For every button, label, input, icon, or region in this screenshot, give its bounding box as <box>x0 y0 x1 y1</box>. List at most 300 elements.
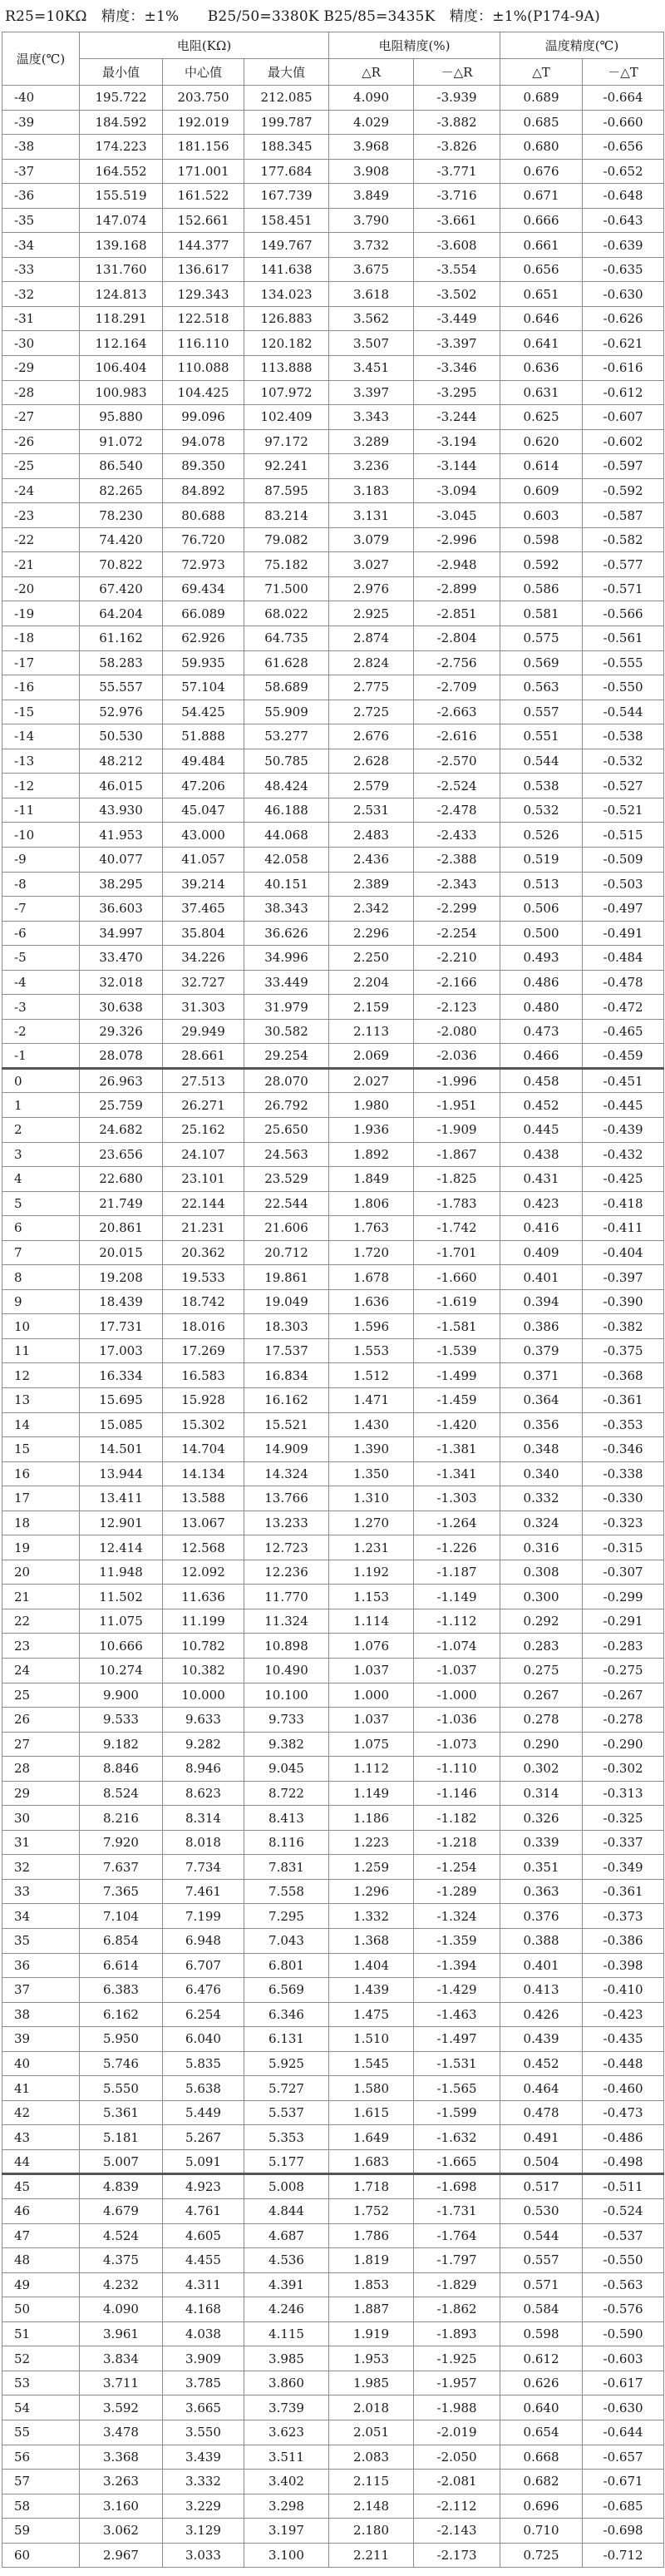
delta-t-neg-cell: -0.592 <box>583 478 664 503</box>
min-cell: 4.839 <box>80 2174 163 2199</box>
temp-cell: 6 <box>2 1216 80 1241</box>
center-cell: 9.633 <box>163 1708 244 1733</box>
min-cell: 43.930 <box>80 798 163 823</box>
delta-r-pos-cell: 3.236 <box>329 454 414 479</box>
table-row <box>2 2027 664 2052</box>
min-cell: 32.018 <box>80 970 163 995</box>
table-row <box>2 1289 664 1314</box>
temp-cell: 43 <box>2 2125 80 2150</box>
min-cell: 6.854 <box>80 1929 163 1954</box>
temp-cell: -15 <box>2 700 80 724</box>
max-cell: 12.723 <box>244 1535 329 1560</box>
delta-r-pos-cell: 2.531 <box>329 798 414 823</box>
center-cell: 25.162 <box>163 1117 244 1142</box>
table-row <box>2 1978 664 2003</box>
max-cell: 167.739 <box>244 184 329 209</box>
center-cell: 5.267 <box>163 2125 244 2150</box>
min-cell: 4.375 <box>80 2248 163 2273</box>
delta-t-pos-cell: 0.517 <box>500 2174 583 2199</box>
delta-r-pos-cell: 3.675 <box>329 257 414 282</box>
delta-t-neg-cell: -0.656 <box>583 135 664 160</box>
delta-t-pos-cell: 0.563 <box>500 675 583 700</box>
table-row <box>2 2519 664 2544</box>
max-cell: 4.115 <box>244 2321 329 2346</box>
delta-r-pos-cell: 2.113 <box>329 1019 414 1044</box>
delta-r-neg-cell: -1.459 <box>414 1387 500 1412</box>
delta-r-neg-cell: -2.050 <box>414 2445 500 2470</box>
table-row <box>2 1708 664 1733</box>
min-cell: 70.822 <box>80 552 163 577</box>
delta-t-pos-cell: 0.682 <box>500 2470 583 2494</box>
delta-t-neg-cell: -0.418 <box>583 1191 664 1216</box>
delta-r-pos-cell: 2.725 <box>329 700 414 724</box>
delta-t-neg-cell: -0.630 <box>583 2396 664 2420</box>
delta-t-neg-cell: -0.382 <box>583 1314 664 1339</box>
temp-cell: -30 <box>2 331 80 356</box>
delta-t-pos-cell: 0.445 <box>500 1117 583 1142</box>
delta-r-pos-cell: 1.404 <box>329 1953 414 1978</box>
delta-t-neg-cell: -0.465 <box>583 1019 664 1044</box>
max-cell: 21.606 <box>244 1216 329 1241</box>
min-cell: 8.216 <box>80 1806 163 1831</box>
delta-t-neg-cell: -0.404 <box>583 1240 664 1265</box>
delta-t-pos-cell: 0.620 <box>500 429 583 454</box>
table-row <box>2 1142 664 1167</box>
max-cell: 16.834 <box>244 1363 329 1388</box>
delta-r-neg-cell: -1.951 <box>414 1093 500 1118</box>
temp-cell: 16 <box>2 1461 80 1486</box>
delta-t-pos-cell: 0.612 <box>500 2346 583 2371</box>
center-cell: 24.107 <box>163 1142 244 1167</box>
delta-t-pos-cell: 0.710 <box>500 2519 583 2544</box>
delta-r-pos-cell: 1.615 <box>329 2100 414 2125</box>
delta-r-pos-cell: 1.259 <box>329 1855 414 1880</box>
temp-cell: -17 <box>2 650 80 675</box>
center-cell: 3.785 <box>163 2371 244 2396</box>
min-cell: 12.901 <box>80 1510 163 1535</box>
table-row <box>2 1437 664 1462</box>
table-row <box>2 1781 664 1806</box>
table-row <box>2 2125 664 2150</box>
max-cell: 6.801 <box>244 1953 329 1978</box>
table-row <box>2 429 664 454</box>
max-cell: 7.043 <box>244 1929 329 1954</box>
max-cell: 11.324 <box>244 1609 329 1634</box>
max-cell: 3.100 <box>244 2543 329 2568</box>
min-cell: 5.746 <box>80 2051 163 2076</box>
table-header <box>2 32 664 86</box>
delta-t-neg-cell: -0.626 <box>583 306 664 331</box>
delta-t-pos-cell: 0.598 <box>500 527 583 552</box>
table-row <box>2 527 664 552</box>
table-row <box>2 970 664 995</box>
min-cell: 174.223 <box>80 135 163 160</box>
max-cell: 28.070 <box>244 1068 329 1093</box>
center-cell: 16.583 <box>163 1363 244 1388</box>
center-cell: 27.513 <box>163 1068 244 1093</box>
delta-r-pos-cell: 1.368 <box>329 1929 414 1954</box>
min-cell: 13.944 <box>80 1461 163 1486</box>
delta-t-pos-cell: 0.571 <box>500 2272 583 2297</box>
delta-t-neg-cell: -0.325 <box>583 1806 664 1831</box>
delta-t-neg-cell: -0.423 <box>583 2002 664 2027</box>
center-cell: 6.707 <box>163 1953 244 1978</box>
max-cell: 68.022 <box>244 601 329 626</box>
min-cell: 118.291 <box>80 306 163 331</box>
max-cell: 55.909 <box>244 700 329 724</box>
temp-cell: -26 <box>2 429 80 454</box>
max-cell: 5.353 <box>244 2125 329 2150</box>
center-cell: 94.078 <box>163 429 244 454</box>
delta-t-pos-cell: 0.376 <box>500 1904 583 1929</box>
table-row <box>2 1338 664 1363</box>
temp-cell: -14 <box>2 724 80 749</box>
min-cell: 184.592 <box>80 110 163 135</box>
max-cell: 3.197 <box>244 2519 329 2544</box>
max-cell: 10.898 <box>244 1634 329 1659</box>
delta-t-neg-cell: -0.597 <box>583 454 664 479</box>
min-cell: 11.075 <box>80 1609 163 1634</box>
min-cell: 112.164 <box>80 331 163 356</box>
max-cell: 10.100 <box>244 1683 329 1708</box>
delta-t-pos-cell: 0.689 <box>500 86 583 111</box>
delta-t-neg-cell: -0.582 <box>583 527 664 552</box>
delta-t-neg-cell: -0.532 <box>583 749 664 774</box>
max-cell: 141.638 <box>244 257 329 282</box>
delta-r-neg-cell: -1.996 <box>414 1068 500 1093</box>
center-cell: 15.302 <box>163 1412 244 1437</box>
temp-cell: -22 <box>2 527 80 552</box>
min-cell: 25.759 <box>80 1093 163 1118</box>
delta-t-neg-cell: -0.472 <box>583 995 664 1020</box>
delta-r-neg-cell: -1.187 <box>414 1560 500 1585</box>
max-cell: 5.727 <box>244 2076 329 2101</box>
delta-t-neg-cell: -0.643 <box>583 208 664 233</box>
delta-r-pos-cell: 1.649 <box>329 2125 414 2150</box>
delta-t-pos-cell: 0.423 <box>500 1191 583 1216</box>
center-cell: 12.568 <box>163 1535 244 1560</box>
max-cell: 3.860 <box>244 2371 329 2396</box>
delta-r-pos-cell: 2.051 <box>329 2420 414 2445</box>
center-cell: 4.923 <box>163 2174 244 2199</box>
delta-t-neg-cell: -0.353 <box>583 1412 664 1437</box>
table-row <box>2 1855 664 1880</box>
center-cell: 6.040 <box>163 2027 244 2052</box>
delta-r-neg-cell: -1.359 <box>414 1929 500 1954</box>
delta-t-pos-cell: 0.464 <box>500 2076 583 2101</box>
max-cell: 158.451 <box>244 208 329 233</box>
max-cell: 120.182 <box>244 331 329 356</box>
delta-r-neg-cell: -3.346 <box>414 356 500 381</box>
temp-cell: 57 <box>2 2470 80 2494</box>
delta-t-neg-cell: -0.368 <box>583 1363 664 1388</box>
delta-t-pos-cell: 0.680 <box>500 135 583 160</box>
table-row <box>2 2297 664 2322</box>
table-row <box>2 478 664 503</box>
temp-cell: -40 <box>2 86 80 111</box>
temp-cell: -8 <box>2 872 80 897</box>
delta-r-pos-cell: 1.683 <box>329 2149 414 2174</box>
min-cell: 91.072 <box>80 429 163 454</box>
temp-cell: -25 <box>2 454 80 479</box>
center-cell: 17.269 <box>163 1338 244 1363</box>
max-cell: 24.563 <box>244 1142 329 1167</box>
delta-t-neg-cell: -0.435 <box>583 2027 664 2052</box>
delta-t-pos-cell: 0.339 <box>500 1830 583 1855</box>
temp-cell: 59 <box>2 2519 80 2544</box>
table-row <box>2 1216 664 1241</box>
temp-cell: 15 <box>2 1437 80 1462</box>
delta-r-pos-cell: 1.153 <box>329 1585 414 1609</box>
center-cell: 26.271 <box>163 1093 244 1118</box>
table-row <box>2 233 664 258</box>
center-cell: 11.199 <box>163 1609 244 1634</box>
min-cell: 3.961 <box>80 2321 163 2346</box>
min-cell: 20.861 <box>80 1216 163 1241</box>
delta-t-pos-cell: 0.551 <box>500 724 583 749</box>
temp-cell: 49 <box>2 2272 80 2297</box>
delta-r-neg-cell: -1.381 <box>414 1437 500 1462</box>
delta-r-pos-cell: 2.083 <box>329 2445 414 2470</box>
delta-r-neg-cell: -3.397 <box>414 331 500 356</box>
center-cell: 144.377 <box>163 233 244 258</box>
center-cell: 18.742 <box>163 1289 244 1314</box>
delta-r-neg-cell: -2.036 <box>414 1044 500 1069</box>
temp-cell: 32 <box>2 1855 80 1880</box>
center-cell: 19.533 <box>163 1265 244 1290</box>
max-cell: 97.172 <box>244 429 329 454</box>
delta-r-neg-cell: -1.110 <box>414 1757 500 1782</box>
delta-t-pos-cell: 0.409 <box>500 1240 583 1265</box>
delta-r-neg-cell: -3.194 <box>414 429 500 454</box>
delta-r-neg-cell: -1.701 <box>414 1240 500 1265</box>
delta-r-pos-cell: 2.115 <box>329 2470 414 2494</box>
delta-r-pos-cell: 1.763 <box>329 1216 414 1241</box>
delta-t-neg-cell: -0.486 <box>583 2125 664 2150</box>
delta-r-pos-cell: 2.874 <box>329 626 414 651</box>
delta-t-neg-cell: -0.283 <box>583 1634 664 1659</box>
delta-t-pos-cell: 0.348 <box>500 1437 583 1462</box>
max-cell: 5.177 <box>244 2149 329 2174</box>
thermistor-table <box>2 32 664 2568</box>
delta-r-pos-cell: 2.579 <box>329 774 414 799</box>
delta-t-pos-cell: 0.314 <box>500 1781 583 1806</box>
delta-r-pos-cell: 1.192 <box>329 1560 414 1585</box>
min-cell: 106.404 <box>80 356 163 381</box>
delta-r-pos-cell: 3.507 <box>329 331 414 356</box>
table-row <box>2 2248 664 2273</box>
max-cell: 3.985 <box>244 2346 329 2371</box>
min-cell: 4.679 <box>80 2199 163 2224</box>
delta-r-neg-cell: -2.851 <box>414 601 500 626</box>
temp-cell: -28 <box>2 380 80 405</box>
delta-r-neg-cell: -3.144 <box>414 454 500 479</box>
delta-r-neg-cell: -2.254 <box>414 921 500 946</box>
max-cell: 7.295 <box>244 1904 329 1929</box>
delta-r-neg-cell: -2.343 <box>414 872 500 897</box>
min-cell: 33.470 <box>80 946 163 971</box>
delta-t-pos-cell: 0.351 <box>500 1855 583 1880</box>
min-cell: 24.682 <box>80 1117 163 1142</box>
table-row <box>2 184 664 209</box>
min-cell: 10.274 <box>80 1659 163 1684</box>
delta-t-neg-cell: -0.390 <box>583 1289 664 1314</box>
delta-t-neg-cell: -0.478 <box>583 970 664 995</box>
center-cell: 57.104 <box>163 675 244 700</box>
delta-r-neg-cell: -1.825 <box>414 1167 500 1192</box>
table-row <box>2 1363 664 1388</box>
min-cell: 3.478 <box>80 2420 163 2445</box>
min-cell: 7.637 <box>80 1855 163 1880</box>
delta-r-pos-cell: 3.562 <box>329 306 414 331</box>
min-cell: 6.162 <box>80 2002 163 2027</box>
delta-t-pos-cell: 0.278 <box>500 1708 583 1733</box>
delta-t-neg-cell: -0.386 <box>583 1929 664 1954</box>
center-cell: 76.720 <box>163 527 244 552</box>
center-cell: 8.623 <box>163 1781 244 1806</box>
max-cell: 7.558 <box>244 1879 329 1904</box>
delta-r-neg-cell: -2.663 <box>414 700 500 724</box>
center-cell: 3.909 <box>163 2346 244 2371</box>
delta-r-neg-cell: -2.019 <box>414 2420 500 2445</box>
delta-r-pos-cell: 2.976 <box>329 576 414 601</box>
temp-cell: -21 <box>2 552 80 577</box>
table-row <box>2 1535 664 1560</box>
delta-t-neg-header: －△T <box>583 59 664 86</box>
center-cell: 12.092 <box>163 1560 244 1585</box>
delta-r-pos-cell: 1.390 <box>329 1437 414 1462</box>
delta-t-pos-cell: 0.308 <box>500 1560 583 1585</box>
center-cell: 4.311 <box>163 2272 244 2297</box>
delta-t-neg-cell: -0.644 <box>583 2420 664 2445</box>
center-cell: 7.199 <box>163 1904 244 1929</box>
delta-r-neg-cell: -1.000 <box>414 1683 500 1708</box>
center-cell: 59.935 <box>163 650 244 675</box>
min-cell: 61.162 <box>80 626 163 651</box>
delta-r-neg-cell: -2.173 <box>414 2543 500 2568</box>
delta-r-neg-cell: -1.499 <box>414 1363 500 1388</box>
min-cell: 3.834 <box>80 2346 163 2371</box>
max-cell: 44.068 <box>244 823 329 848</box>
delta-r-pos-cell: 1.471 <box>329 1387 414 1412</box>
max-cell: 20.712 <box>244 1240 329 1265</box>
max-cell: 6.569 <box>244 1978 329 2003</box>
delta-r-neg-cell: -1.112 <box>414 1609 500 1634</box>
delta-t-pos-cell: 0.671 <box>500 184 583 209</box>
delta-t-neg-cell: -0.657 <box>583 2445 664 2470</box>
delta-t-neg-cell: -0.635 <box>583 257 664 282</box>
delta-t-pos-cell: 0.609 <box>500 478 583 503</box>
delta-r-neg-cell: -1.581 <box>414 1314 500 1339</box>
delta-r-neg-cell: -2.616 <box>414 724 500 749</box>
delta-r-pos-cell: 1.849 <box>329 1167 414 1192</box>
delta-t-neg-cell: -0.445 <box>583 1093 664 1118</box>
temp-cell: 36 <box>2 1953 80 1978</box>
delta-r-neg-cell: -1.988 <box>414 2396 500 2420</box>
delta-r-pos-cell: 1.332 <box>329 1904 414 1929</box>
min-cell: 7.104 <box>80 1904 163 1929</box>
delta-t-neg-cell: -0.698 <box>583 2519 664 2544</box>
delta-r-neg-cell: -1.632 <box>414 2125 500 2150</box>
center-cell: 66.089 <box>163 601 244 626</box>
table-row <box>2 282 664 307</box>
delta-r-neg-cell: -2.081 <box>414 2470 500 2494</box>
table-row <box>2 774 664 799</box>
delta-t-neg-cell: -0.315 <box>583 1535 664 1560</box>
delta-t-pos-cell: 0.544 <box>500 749 583 774</box>
temp-cell: 29 <box>2 1781 80 1806</box>
min-cell: 86.540 <box>80 454 163 479</box>
table-row <box>2 2494 664 2519</box>
min-cell: 5.950 <box>80 2027 163 2052</box>
temp-cell: 1 <box>2 1093 80 1118</box>
center-cell: 49.484 <box>163 749 244 774</box>
delta-r-pos-cell: 4.029 <box>329 110 414 135</box>
min-cell: 3.711 <box>80 2371 163 2396</box>
center-cell: 99.096 <box>163 405 244 430</box>
max-cell: 4.391 <box>244 2272 329 2297</box>
temp-cell: 17 <box>2 1486 80 1511</box>
temp-cell: -16 <box>2 675 80 700</box>
delta-t-neg-cell: -0.524 <box>583 2199 664 2224</box>
delta-t-pos-cell: 0.666 <box>500 208 583 233</box>
delta-r-pos-cell: 2.204 <box>329 970 414 995</box>
table-row <box>2 601 664 626</box>
min-cell: 10.666 <box>80 1634 163 1659</box>
table-row <box>2 2272 664 2297</box>
center-cell: 15.928 <box>163 1387 244 1412</box>
max-cell: 46.188 <box>244 798 329 823</box>
max-cell: 113.888 <box>244 356 329 381</box>
max-cell: 16.162 <box>244 1387 329 1412</box>
max-cell: 188.345 <box>244 135 329 160</box>
center-cell: 23.101 <box>163 1167 244 1192</box>
center-cell: 8.946 <box>163 1757 244 1782</box>
delta-t-pos-cell: 0.439 <box>500 2027 583 2052</box>
table-row <box>2 650 664 675</box>
delta-r-pos-cell: 1.296 <box>329 1879 414 1904</box>
table-row <box>2 1117 664 1142</box>
max-cell: 10.490 <box>244 1659 329 1684</box>
temp-cell: -3 <box>2 995 80 1020</box>
delta-r-neg-cell: -3.502 <box>414 282 500 307</box>
min-cell: 3.160 <box>80 2494 163 2519</box>
center-cell: 72.973 <box>163 552 244 577</box>
max-column-header: 最大值 <box>244 59 329 86</box>
delta-t-neg-cell: -0.338 <box>583 1461 664 1486</box>
delta-r-pos-cell: 1.231 <box>329 1535 414 1560</box>
delta-r-neg-cell: -1.074 <box>414 1634 500 1659</box>
delta-r-neg-cell: -1.037 <box>414 1659 500 1684</box>
delta-t-neg-cell: -0.361 <box>583 1879 664 1904</box>
max-cell: 4.246 <box>244 2297 329 2322</box>
delta-r-pos-cell: 1.075 <box>329 1732 414 1757</box>
center-cell: 171.001 <box>163 159 244 184</box>
delta-t-pos-cell: 0.416 <box>500 1216 583 1241</box>
delta-r-neg-cell: -1.660 <box>414 1265 500 1290</box>
delta-r-neg-cell: -1.698 <box>414 2174 500 2199</box>
delta-t-pos-cell: 0.386 <box>500 1314 583 1339</box>
table-row <box>2 1167 664 1192</box>
delta-r-neg-cell: -2.804 <box>414 626 500 651</box>
delta-t-neg-cell: -0.375 <box>583 1338 664 1363</box>
center-cell: 4.761 <box>163 2199 244 2224</box>
center-cell: 3.229 <box>163 2494 244 2519</box>
delta-t-pos-cell: 0.646 <box>500 306 583 331</box>
temp-cell: 54 <box>2 2396 80 2420</box>
delta-r-neg-cell: -3.771 <box>414 159 500 184</box>
delta-r-neg-cell: -1.324 <box>414 1904 500 1929</box>
